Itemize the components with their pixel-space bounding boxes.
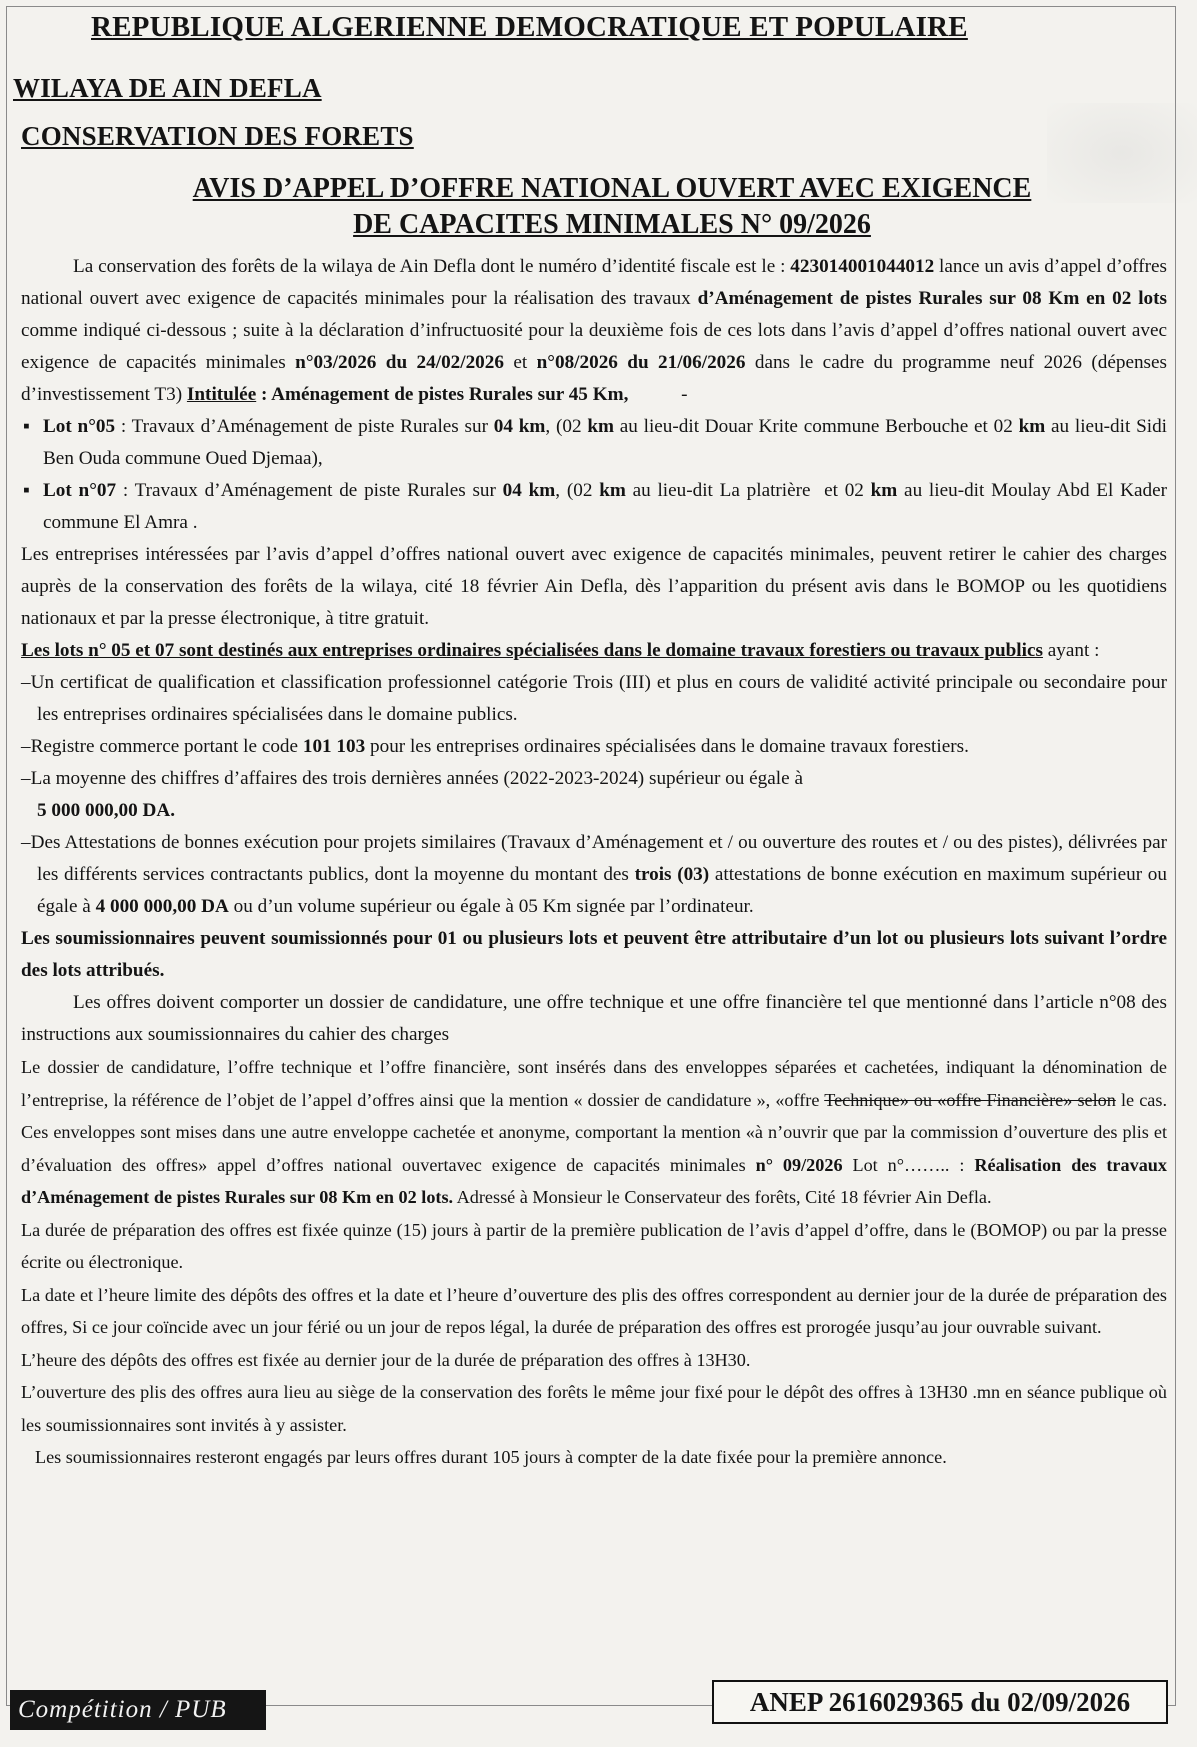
destination-suffix: ayant : <box>1042 640 1100 661</box>
turnover-amount: 5 000 000,00 DA. <box>37 800 176 821</box>
intro-paragraph <box>21 251 1167 411</box>
enveloppes-text: Le dossier de candidature, l’offre technique et l’offre financière, sont insérés dans des enveloppes séparées et cachetées, indiquant la dénomination de l’entreprise, la référence de l’objet de l’appel d’offres ainsi que la mention « dossier de candidature », «offre <box>21 1057 1167 1110</box>
intro-text: La conservation des forêts de la wilaya de Ain Defla dont le numéro d’identité fiscale est le : <box>73 256 791 277</box>
lot-unit: km <box>599 480 626 501</box>
notice-body <box>21 251 1167 1474</box>
lot-unit: km <box>587 416 614 437</box>
attestation-amount: 4 000 000,00 DA <box>95 896 229 917</box>
bullet-icon: ▪ <box>23 480 30 501</box>
criterion-text: –Registre commerce portant le code <box>21 736 303 757</box>
criterion-text: attestations de bonne exécution en maximum supérieur ou égale à <box>37 864 1167 917</box>
lot-text: au lieu-dit La platrière et 02 <box>625 480 871 501</box>
lot-item <box>21 475 1167 539</box>
lot-text: au lieu-dit Sidi Ben Ouda commune Oued Djemaa), <box>43 416 1168 469</box>
offres-paragraph: Les offres doivent comporter un dossier de candidature, une offre technique et une offre financière tel que mentionné dans l’article n°08 des instructions aux soumissionnaires du cahier des charges <box>21 992 1167 1045</box>
soumission-lots-paragraph: Les soumissionnaires peuvent soumissionnés pour 01 ou plusieurs lots et peuvent être attributaire d’un lot ou plusieurs lots suivant l’ordre des lots attribués. <box>21 928 1167 981</box>
destination-text: Les lots n° 05 et 07 sont destinés aux entreprises ordinaires spécialisées dans le domaine travaux forestiers ou travaux publics <box>21 640 1043 661</box>
enveloppes-paragraph <box>21 1051 1167 1214</box>
criterion-item <box>21 827 1167 923</box>
publication-tag: Compétition / PUB <box>10 1690 266 1730</box>
retrait-paragraph: Les entreprises intéressées par l’avis d’appel d’offres national ouvert avec exigence de capacités minimales, peuvent retirer le cahier des charges auprès de la conservation des forêts de la wilaya, cité 18 février Ain Defla, dès l’apparition du présent avis dans le BOMOP ou les quotidiens nationaux et par la presse électronique, à titre gratuit. <box>21 544 1167 629</box>
enveloppes-text: Lot n°…….. : <box>842 1154 975 1175</box>
lot-text: , (02 <box>545 416 588 437</box>
ouverture-paragraph: L’ouverture des plis des offres aura lieu au siège de la conservation des forêts le même jour fixé pour le dépôt des offres à 13H30 .mn en séance publique où les soumissionnaires sont invités à y assister. <box>21 1382 1167 1435</box>
program-title: : Aménagement de pistes Rurales sur 45 Km, <box>256 384 629 405</box>
bullet-icon: ▪ <box>23 416 30 437</box>
criterion-text: ou d’un volume supérieur ou égale à 05 Km signée par l’ordinateur. <box>228 896 754 917</box>
intro-text: lance un avis d’appel d’offres national ouvert avec exigence de capacités minimales pour la réalisation des travaux <box>21 256 1167 309</box>
document-page <box>6 6 1176 1706</box>
lot-label: Lot n°07 <box>43 480 117 501</box>
notice-title-line2: DE CAPACITES MINIMALES N° 09/2026 <box>353 209 871 240</box>
enveloppes-text: le cas. Ces enveloppes sont mises dans une autre enveloppe cachetée et anonyme, comportant la mention «à n’ouvrir que par la commission d’ouverture des plis et d’évaluation des offres» appel d’offres national ouvertavec exigence de capacités minimales <box>21 1089 1167 1175</box>
intitulee-label: Intitulée <box>186 384 257 405</box>
criterion-text: –La moyenne des chiffres d’affaires des trois dernières années (2022-2023-2024) supérieur ou égale à <box>21 768 803 789</box>
header-republic: REPUBLIQUE ALGERIENNE DEMOCRATIQUE ET POPULAIRE <box>91 11 968 43</box>
previous-notice-2: n°08/2026 du 21/06/2026 <box>536 352 746 373</box>
date-limite-paragraph: La date et l’heure limite des dépôts des offres et la date et l’heure d’ouverture des plis des offres correspondent au dernier jour de la durée de préparation des offres, Si ce jour coïncide avec un jour férié ou un jour de repos légal, la durée de préparation des offres est prorogée jusqu’au jour ouvrable suivant. <box>21 1284 1167 1337</box>
criterion-item <box>21 731 1167 763</box>
lot-length: 04 km <box>502 480 556 501</box>
notice-title-line1: AVIS D’APPEL D’OFFRE NATIONAL OUVERT AVEC EXIGENCE <box>192 173 1032 204</box>
enveloppes-text: Adressé à Monsieur le Conservateur des forêts, Cité 18 février Ain Defla. <box>453 1187 992 1207</box>
criterion-item <box>21 763 1167 827</box>
attestation-count: trois (03) <box>634 864 710 885</box>
notice-number: n° 09/2026 <box>755 1154 843 1175</box>
engagement-paragraph: Les soumissionnaires resteront engagés par leurs offres durant 105 jours à compter de la date fixée pour la première annonce. <box>35 1447 947 1467</box>
tax-id: 423014001044012 <box>790 256 935 277</box>
commerce-code: 101 103 <box>302 736 366 757</box>
criterion-item: –Un certificat de qualification et classification professionnel catégorie Trois (III) et plus en cours de validité activité principale ou secondaire pour les entreprises ordinaires spécialisées dans le domaine publics. <box>21 672 1167 725</box>
anep-reference: ANEP 2616029365 du 02/09/2026 <box>712 1680 1168 1724</box>
lot-text: : Travaux d’Aménagement de piste Rurales sur <box>115 416 494 437</box>
header-wilaya: WILAYA DE AIN DEFLA <box>13 73 322 103</box>
previous-notice-1: n°03/2026 du 24/02/2026 <box>295 352 504 373</box>
lot-item <box>21 411 1167 475</box>
lot-text: , (02 <box>555 480 600 501</box>
intro-text: et <box>503 352 537 373</box>
lot-label: Lot n°05 <box>43 416 116 437</box>
struck-text: Technique» ou «offre Financière» selon <box>824 1089 1116 1110</box>
lot-text: au lieu-dit Moulay Abd El Kader commune El Amra . <box>43 480 1167 533</box>
criterion-text: pour les entreprises ordinaires spécialisées dans le domaine travaux forestiers. <box>365 736 969 757</box>
header-conservation: CONSERVATION DES FORETS <box>21 121 414 151</box>
destination-paragraph <box>21 635 1167 667</box>
criterion-text: –Des Attestations de bonnes exécution pour projets similaires (Travaux d’Aménagement et / ou ouverture des routes et / ou des pistes), délivrées par les différents services contractants publics, dont la moyenne du montant des <box>21 832 1167 885</box>
intro-text: dans le cadre du programme neuf 2026 (dépenses d’investissement T3) <box>21 352 1167 405</box>
lot-text: : Travaux d’Aménagement de piste Rurales sur <box>116 480 503 501</box>
lot-text: au lieu-dit Douar Krite commune Berbouche et 02 <box>613 416 1019 437</box>
lot-unit: km <box>870 480 898 501</box>
intro-text: comme indiqué ci-dessous ; suite à la déclaration d’infructuosité pour la deuxième fois de ces lots dans l’avis d’appel d’offres national ouvert avec exigence de capacités minimales <box>21 320 1167 373</box>
heure-depot-paragraph: L’heure des dépôts des offres est fixée au dernier jour de la durée de préparation des offres à 13H30. <box>21 1349 751 1370</box>
lot-length: 04 km <box>493 416 546 437</box>
project-name: d’Aménagement de pistes Rurales sur 08 Km en 02 lots <box>697 288 1167 309</box>
project-name: Réalisation des travaux d’Aménagement de pistes Rurales sur 08 Km en 02 lots. <box>21 1154 1167 1207</box>
intro-text: - <box>628 384 688 405</box>
lot-unit: km <box>1018 416 1046 437</box>
duree-paragraph: La durée de préparation des offres est fixée quinze (15) jours à partir de la première publication de l’avis d’appel d’offre, dans le (BOMOP) ou par la presse écrite ou électronique. <box>21 1219 1167 1272</box>
